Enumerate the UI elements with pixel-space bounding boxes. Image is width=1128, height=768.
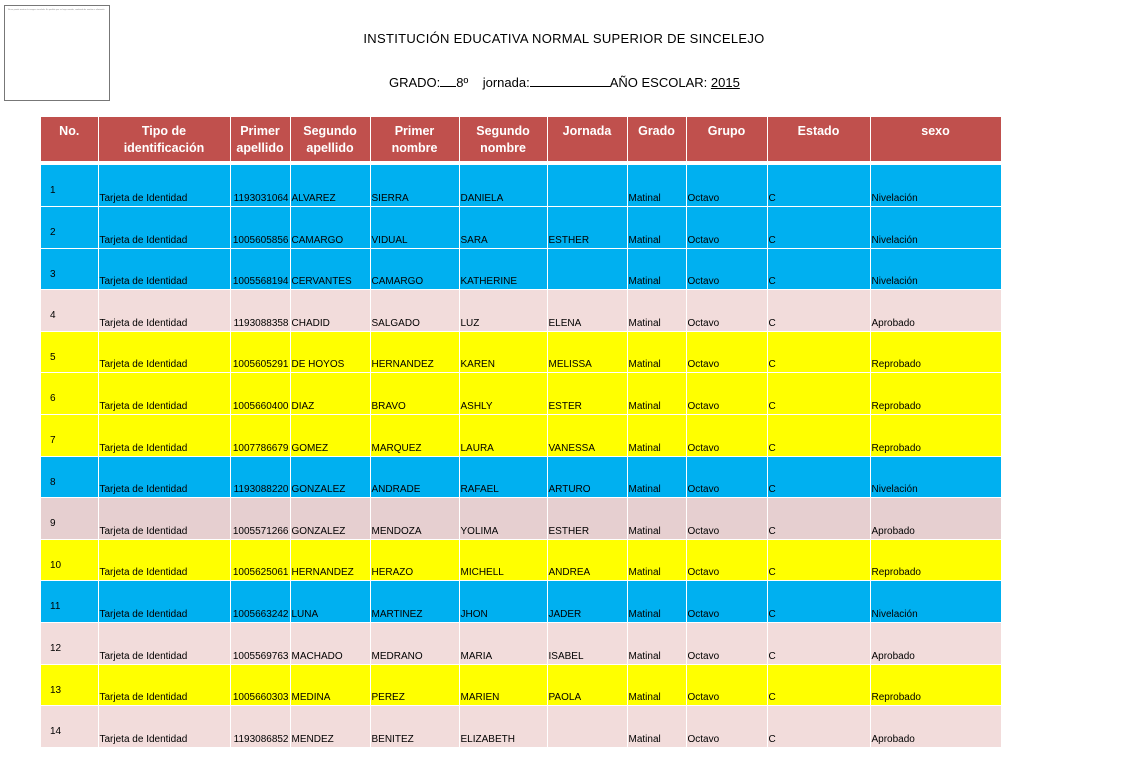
cell-grado: Octavo (686, 331, 767, 373)
cell-tipo-identificacion: Tarjeta de Identidad (98, 415, 230, 457)
cell-segundo-nombre: PAOLA (547, 664, 627, 706)
cell-grupo: C (767, 498, 870, 540)
cell-identificacion: 1005568194 (230, 248, 290, 290)
table-row (41, 248, 1001, 290)
cell-segundo-apellido: SIERRA (370, 165, 459, 207)
cell-no: 8 (41, 456, 98, 498)
cell-grado: Octavo (686, 664, 767, 706)
cell-no: 7 (41, 415, 98, 457)
cell-identificacion: 1005569763 (230, 623, 290, 665)
cell-tipo-identificacion: Tarjeta de Identidad (98, 331, 230, 373)
cell-segundo-apellido: CAMARGO (370, 248, 459, 290)
cell-jornada: Matinal (627, 664, 686, 706)
table-row (41, 706, 1001, 748)
cell-grupo: C (767, 165, 870, 207)
cell-grado: Octavo (686, 498, 767, 540)
cell-segundo-apellido: BENITEZ (370, 706, 459, 748)
cell-segundo-apellido: MARTINEZ (370, 581, 459, 623)
cell-segundo-nombre: ESTHER (547, 498, 627, 540)
cell-identificacion: 1193031064 (230, 165, 290, 207)
cell-estado: Reprobado (870, 539, 1001, 581)
cell-estado: Aprobado (870, 623, 1001, 665)
header-no: No. (41, 117, 98, 161)
cell-no: 11 (41, 581, 98, 623)
header-primer-nombre: Primer nombre (370, 117, 459, 161)
header-segundo-nombre: Segundo nombre (459, 117, 547, 161)
cell-primer-nombre: LAURA (459, 415, 547, 457)
grado-value: 8º (456, 75, 469, 90)
cell-primer-apellido: HERNANDEZ (290, 539, 370, 581)
cell-identificacion: 1005605291 (230, 331, 290, 373)
cell-segundo-apellido: PEREZ (370, 664, 459, 706)
cell-segundo-apellido: ANDRADE (370, 456, 459, 498)
cell-no: 13 (41, 664, 98, 706)
cell-estado: Aprobado (870, 498, 1001, 540)
cell-no: 4 (41, 290, 98, 332)
cell-primer-nombre: KAREN (459, 331, 547, 373)
cell-segundo-nombre: MELISSA (547, 331, 627, 373)
cell-grado: Octavo (686, 290, 767, 332)
cell-segundo-nombre: ELENA (547, 290, 627, 332)
cell-tipo-identificacion: Tarjeta de Identidad (98, 456, 230, 498)
cell-primer-apellido: CERVANTES (290, 248, 370, 290)
cell-grupo: C (767, 706, 870, 748)
cell-grado: Octavo (686, 165, 767, 207)
anio-value: 2015 (710, 75, 740, 90)
cell-grado: Octavo (686, 623, 767, 665)
cell-primer-apellido: ALVAREZ (290, 165, 370, 207)
table-row (41, 498, 1001, 540)
jornada-blank (530, 74, 610, 87)
cell-identificacion: 1193088220 (230, 456, 290, 498)
cell-segundo-nombre: VANESSA (547, 415, 627, 457)
broken-image-text: No se puede mostrar la imagen vinculada. Es posible que se haya movido, cambiado de nombre o eliminado. (8, 9, 105, 11)
cell-primer-apellido: GONZALEZ (290, 498, 370, 540)
cell-grupo: C (767, 456, 870, 498)
cell-primer-apellido: MACHADO (290, 623, 370, 665)
cell-estado: Reprobado (870, 331, 1001, 373)
cell-identificacion: 1005660400 (230, 373, 290, 415)
cell-jornada: Matinal (627, 165, 686, 207)
cell-grado: Octavo (686, 456, 767, 498)
cell-estado: Nivelación (870, 581, 1001, 623)
header-primer-apellido: Primer apellido (230, 117, 290, 161)
cell-grupo: C (767, 290, 870, 332)
cell-segundo-apellido: HERAZO (370, 539, 459, 581)
table-row (41, 539, 1001, 581)
cell-no: 10 (41, 539, 98, 581)
cell-identificacion: 1005663242 (230, 581, 290, 623)
cell-identificacion: 1005625061 (230, 539, 290, 581)
cell-no: 9 (41, 498, 98, 540)
cell-grupo: C (767, 248, 870, 290)
cell-jornada: Matinal (627, 581, 686, 623)
cell-jornada: Matinal (627, 539, 686, 581)
cell-jornada: Matinal (627, 373, 686, 415)
cell-tipo-identificacion: Tarjeta de Identidad (98, 373, 230, 415)
cell-segundo-nombre: ESTER (547, 373, 627, 415)
cell-tipo-identificacion: Tarjeta de Identidad (98, 664, 230, 706)
cell-primer-apellido: MENDEZ (290, 706, 370, 748)
header-estado: Estado (767, 117, 870, 161)
cell-estado: Reprobado (870, 415, 1001, 457)
cell-no: 14 (41, 706, 98, 748)
cell-jornada: Matinal (627, 456, 686, 498)
cell-primer-apellido: CHADID (290, 290, 370, 332)
cell-estado: Reprobado (870, 373, 1001, 415)
header-jornada: Jornada (547, 117, 627, 161)
cell-tipo-identificacion: Tarjeta de Identidad (98, 165, 230, 207)
cell-jornada: Matinal (627, 623, 686, 665)
cell-identificacion: 1007786679 (230, 415, 290, 457)
cell-grado: Octavo (686, 415, 767, 457)
cell-segundo-apellido: MEDRANO (370, 623, 459, 665)
document-subtitle (389, 74, 740, 90)
header-grupo: Grupo (686, 117, 767, 161)
cell-primer-apellido: GONZALEZ (290, 456, 370, 498)
cell-grupo: C (767, 373, 870, 415)
cell-no: 12 (41, 623, 98, 665)
cell-primer-nombre: RAFAEL (459, 456, 547, 498)
cell-tipo-identificacion: Tarjeta de Identidad (98, 248, 230, 290)
cell-no: 6 (41, 373, 98, 415)
anio-label: AÑO ESCOLAR: (609, 75, 708, 90)
table-row (41, 581, 1001, 623)
cell-jornada: Matinal (627, 248, 686, 290)
cell-segundo-apellido: MARQUEZ (370, 415, 459, 457)
cell-segundo-apellido: VIDUAL (370, 207, 459, 249)
cell-primer-apellido: GOMEZ (290, 415, 370, 457)
cell-grupo: C (767, 331, 870, 373)
cell-primer-apellido: LUNA (290, 581, 370, 623)
cell-grupo: C (767, 415, 870, 457)
cell-primer-nombre: YOLIMA (459, 498, 547, 540)
header-segundo-apellido: Segundo apellido (290, 117, 370, 161)
cell-jornada: Matinal (627, 415, 686, 457)
cell-primer-nombre: MARIA (459, 623, 547, 665)
cell-jornada: Matinal (627, 331, 686, 373)
cell-no: 5 (41, 331, 98, 373)
grado-blank (440, 74, 456, 87)
cell-segundo-nombre (547, 706, 627, 748)
grado-label: GRADO: (389, 75, 441, 90)
table-header-row (41, 117, 1001, 161)
table-row (41, 373, 1001, 415)
table-row (41, 623, 1001, 665)
cell-segundo-apellido: HERNANDEZ (370, 331, 459, 373)
cell-grupo: C (767, 664, 870, 706)
cell-tipo-identificacion: Tarjeta de Identidad (98, 539, 230, 581)
cell-tipo-identificacion: Tarjeta de Identidad (98, 581, 230, 623)
cell-estado: Aprobado (870, 290, 1001, 332)
cell-identificacion: 1193086852 (230, 706, 290, 748)
cell-primer-apellido: DIAZ (290, 373, 370, 415)
cell-grado: Octavo (686, 706, 767, 748)
cell-estado: Nivelación (870, 165, 1001, 207)
cell-jornada: Matinal (627, 290, 686, 332)
cell-identificacion: 1005660303 (230, 664, 290, 706)
table-row (41, 165, 1001, 207)
cell-estado: Reprobado (870, 664, 1001, 706)
cell-tipo-identificacion: Tarjeta de Identidad (98, 290, 230, 332)
cell-segundo-nombre: ARTURO (547, 456, 627, 498)
cell-primer-apellido: MEDINA (290, 664, 370, 706)
student-table (41, 117, 1002, 748)
cell-jornada: Matinal (627, 498, 686, 540)
document-title: INSTITUCIÓN EDUCATIVA NORMAL SUPERIOR DE SINCELEJO (363, 31, 765, 46)
cell-grupo: C (767, 539, 870, 581)
header-grado: Grado (627, 117, 686, 161)
cell-estado: Nivelación (870, 456, 1001, 498)
cell-no: 1 (41, 165, 98, 207)
cell-primer-nombre: ELIZABETH (459, 706, 547, 748)
cell-identificacion: 1005571266 (230, 498, 290, 540)
header-tipo-identificacion: Tipo de identificación (98, 117, 230, 161)
cell-grado: Octavo (686, 207, 767, 249)
cell-tipo-identificacion: Tarjeta de Identidad (98, 207, 230, 249)
header-sexo: sexo (870, 117, 1001, 161)
cell-no: 3 (41, 248, 98, 290)
cell-primer-nombre: LUZ (459, 290, 547, 332)
cell-primer-nombre: SARA (459, 207, 547, 249)
cell-segundo-nombre (547, 248, 627, 290)
cell-segundo-nombre (547, 165, 627, 207)
cell-primer-nombre: MICHELL (459, 539, 547, 581)
cell-primer-apellido: DE HOYOS (290, 331, 370, 373)
cell-primer-apellido: CAMARGO (290, 207, 370, 249)
cell-segundo-nombre: JADER (547, 581, 627, 623)
cell-tipo-identificacion: Tarjeta de Identidad (98, 623, 230, 665)
cell-segundo-apellido: BRAVO (370, 373, 459, 415)
table-row (41, 290, 1001, 332)
cell-primer-nombre: ASHLY (459, 373, 547, 415)
broken-logo-image (4, 5, 110, 101)
cell-estado: Nivelación (870, 207, 1001, 249)
cell-jornada: Matinal (627, 207, 686, 249)
cell-estado: Aprobado (870, 706, 1001, 748)
cell-identificacion: 1005605856 (230, 207, 290, 249)
cell-identificacion: 1193088358 (230, 290, 290, 332)
table-row (41, 207, 1001, 249)
cell-grado: Octavo (686, 248, 767, 290)
cell-grado: Octavo (686, 539, 767, 581)
cell-grupo: C (767, 207, 870, 249)
cell-primer-nombre: KATHERINE (459, 248, 547, 290)
cell-grupo: C (767, 581, 870, 623)
table-row (41, 456, 1001, 498)
table-row (41, 664, 1001, 706)
cell-grado: Octavo (686, 373, 767, 415)
cell-segundo-nombre: ESTHER (547, 207, 627, 249)
cell-estado: Nivelación (870, 248, 1001, 290)
cell-jornada: Matinal (627, 706, 686, 748)
cell-tipo-identificacion: Tarjeta de Identidad (98, 498, 230, 540)
cell-segundo-apellido: SALGADO (370, 290, 459, 332)
cell-segundo-nombre: ANDREA (547, 539, 627, 581)
cell-tipo-identificacion: Tarjeta de Identidad (98, 706, 230, 748)
cell-no: 2 (41, 207, 98, 249)
cell-primer-nombre: DANIELA (459, 165, 547, 207)
table-row (41, 415, 1001, 457)
cell-segundo-nombre: ISABEL (547, 623, 627, 665)
cell-segundo-apellido: MENDOZA (370, 498, 459, 540)
cell-grado: Octavo (686, 581, 767, 623)
cell-primer-nombre: MARIEN (459, 664, 547, 706)
cell-grupo: C (767, 623, 870, 665)
table-row (41, 331, 1001, 373)
cell-primer-nombre: JHON (459, 581, 547, 623)
jornada-label: jornada: (482, 75, 530, 90)
